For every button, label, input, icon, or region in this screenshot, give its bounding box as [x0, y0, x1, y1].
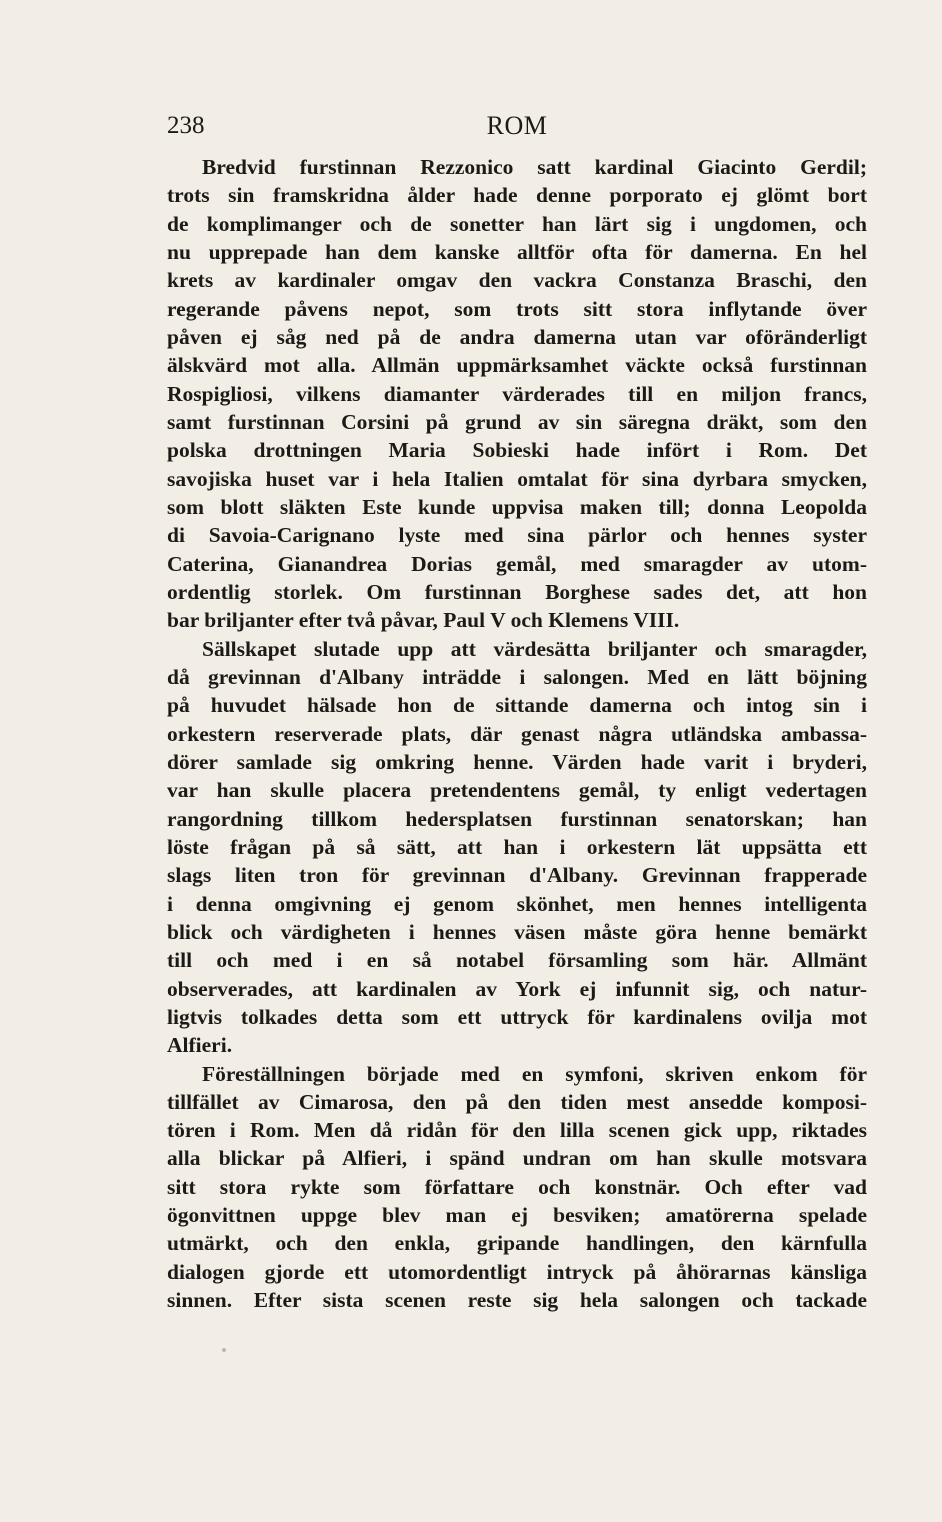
text-line: ligtvis tolkades detta som ett uttryck för kardinalens ovilja mot: [167, 1004, 867, 1029]
text-line: blick och värdigheten i hennes väsen måste göra henne bemärkt: [167, 919, 867, 944]
text-line: sitt stora rykte som författare och konstnär. Och efter vad: [167, 1174, 867, 1199]
text-line: då grevinnan d'Albany inträdde i salongen. Med en lätt böjning: [167, 664, 867, 689]
text-line: alla blickar på Alfieri, i spänd undran om han skulle motsvara: [167, 1146, 867, 1171]
text-line: slags liten tron för grevinnan d'Albany. Grevinnan frapperade: [167, 863, 867, 888]
paragraph: [167, 1060, 867, 1315]
text-line: Caterina, Gianandrea Dorias gemål, med smaragder av utom-: [167, 551, 867, 576]
paragraph: [167, 635, 867, 1060]
paragraph: [167, 153, 867, 635]
text-line: de komplimanger och de sonetter han lärt sig i ungdomen, och: [167, 211, 867, 236]
text-line: som blott släkten Este kunde uppvisa maken till; donna Leopolda: [167, 494, 867, 519]
text-line: ordentlig storlek. Om furstinnan Borghese sades det, att hon: [167, 579, 867, 604]
text-line: Bredvid furstinnan Rezzonico satt kardinal Giacinto Gerdil;: [202, 155, 867, 179]
text-line: påven ej såg ned på de andra damerna utan var oföränderligt: [167, 324, 867, 349]
text-line: trots sin framskridna ålder hade denne porporato ej glömt bort: [167, 183, 867, 208]
text-line: ögonvittnen uppge blev man ej besviken; amatörerna spelade: [167, 1203, 867, 1228]
text-line: i denna omgivning ej genom skönhet, men hennes intelligenta: [167, 891, 867, 916]
text-line: sinnen. Efter sista scenen reste sig hela salongen och tackade: [167, 1288, 867, 1313]
text-line: älskvärd mot alla. Allmän uppmärksamhet väckte också furstinnan: [167, 353, 867, 378]
text-line: bar briljanter efter två påvar, Paul V och Klemens VIII.: [167, 608, 680, 633]
paper-speck: [222, 1348, 226, 1352]
text-line: nu upprepade han dem kanske alltför ofta för damerna. En hel: [167, 239, 867, 264]
text-line: Alfieri.: [167, 1033, 233, 1058]
text-line: polska drottningen Maria Sobieski hade infört i Rom. Det: [167, 438, 867, 463]
text-line: Sällskapet slutade upp att värdesätta briljanter och smaragder,: [202, 636, 867, 661]
text-line: utmärkt, och den enkla, gripande handlingen, den kärnfulla: [167, 1231, 867, 1256]
running-head: [167, 108, 867, 144]
text-line: var han skulle placera pretendentens gemål, ty enligt vedertagen: [167, 778, 867, 803]
text-line: på huvudet hälsade hon de sittande damerna och intog sin i: [167, 693, 867, 718]
text-line: orkestern reserverade plats, där genast några utländska ambassa-: [167, 721, 867, 746]
text-line: dialogen gjorde ett utomordentligt intryck på åhörarnas känsliga: [167, 1259, 867, 1284]
text-line: rangordning tillkom hedersplatsen furstinnan senatorskan; han: [167, 806, 867, 831]
text-line: tören i Rom. Men då ridån för den lilla scenen gick upp, riktades: [167, 1118, 867, 1143]
text-line: Rospigliosi, vilkens diamanter värderades till en miljon francs,: [167, 381, 867, 406]
text-line: till och med i en så notabel församling som här. Allmänt: [167, 948, 867, 973]
text-line: löste frågan på så sätt, att han i orkestern lät uppsätta ett: [167, 834, 867, 859]
text-line: regerande påvens nepot, som trots sitt stora inflytande över: [167, 296, 867, 321]
text-line: di Savoia-Carignano lyste med sina pärlor och hennes syster: [167, 523, 867, 548]
text-line: Föreställningen började med en symfoni, skriven enkom för: [202, 1061, 867, 1086]
text-line: samt furstinnan Corsini på grund av sin säregna dräkt, som den: [167, 409, 867, 434]
running-title: ROM: [486, 111, 548, 140]
page-number: 238: [167, 112, 205, 139]
text-line: observerades, att kardinalen av York ej infunnit sig, och natur-: [167, 976, 867, 1001]
text-line: tillfället av Cimarosa, den på den tiden mest ansedde komposi-: [167, 1089, 867, 1114]
text-line: dörer samlade sig omkring henne. Värden hade varit i bryderi,: [167, 749, 867, 774]
text-line: krets av kardinaler omgav den vackra Constanza Braschi, den: [167, 268, 867, 293]
text-line: savojiska huset var i hela Italien omtalat för sina dyrbara smycken,: [167, 466, 867, 491]
body-text: [167, 153, 867, 1314]
